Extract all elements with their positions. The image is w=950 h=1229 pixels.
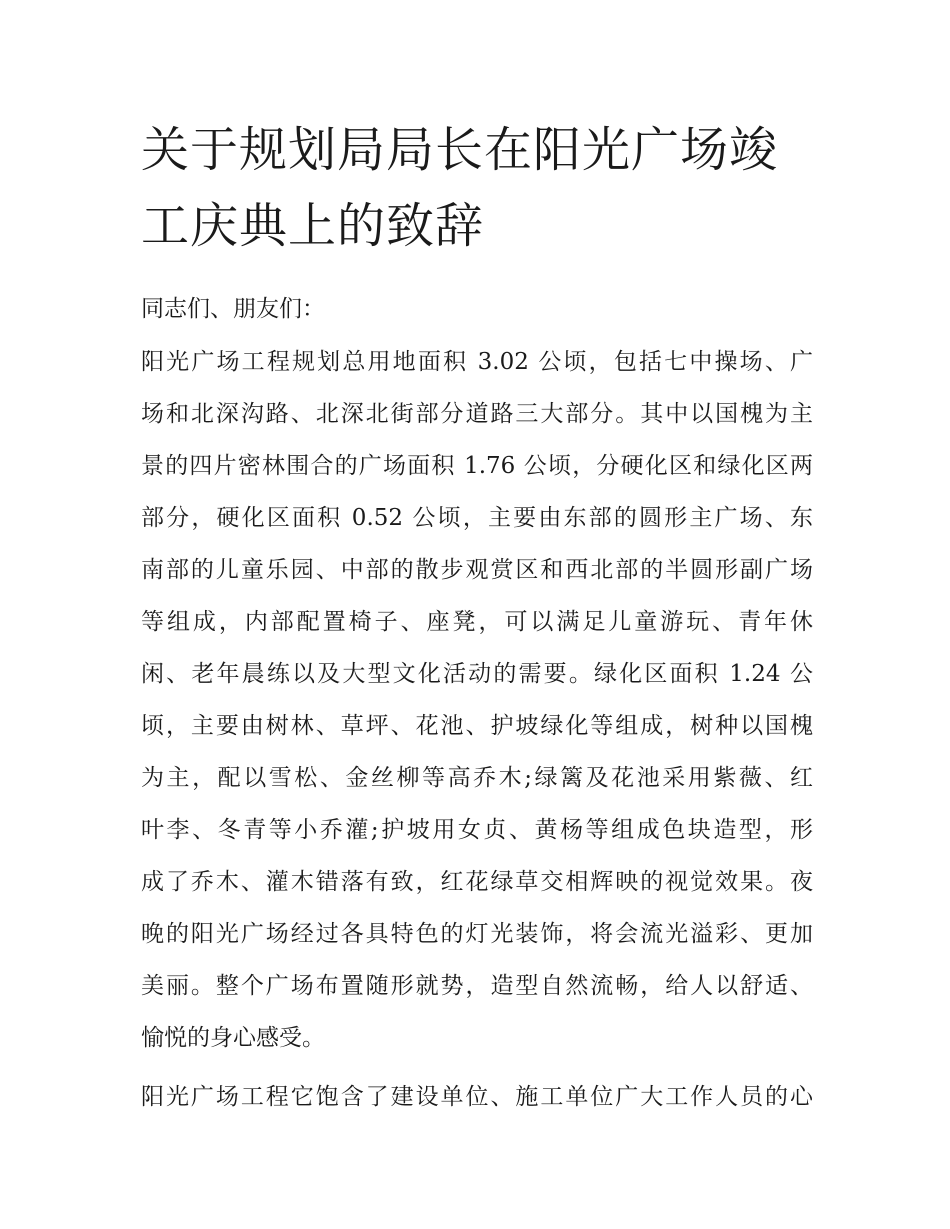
paragraph-line: 顷，主要由树林、草坪、花池、护坡绿化等组成，树种以国槐 <box>141 713 813 739</box>
paragraph-line: 等组成，内部配置椅子、座凳，可以满足儿童游玩、青年休 <box>141 609 813 635</box>
title-line: 工庆典上的致辞 <box>141 198 485 254</box>
paragraph-line: 美丽。整个广场布置随形就势，造型自然流畅，给人以舒适、 <box>141 973 813 999</box>
paragraph-line: 为主，配以雪松、金丝柳等高乔木;绿篱及花池采用紫薇、红 <box>141 765 813 791</box>
paragraph-line: 阳光广场工程规划总用地面积 3.02 公顷，包括七中操场、广 <box>141 349 813 375</box>
paragraph-line: 阳光广场工程它饱含了建设单位、施工单位广大工作人员的心 <box>141 1084 813 1110</box>
paragraph-line: 叶李、冬青等小乔灌;护坡用女贞、黄杨等组成色块造型，形 <box>141 817 813 843</box>
paragraph-line: 景的四片密林围合的广场面积 1.76 公顷，分硬化区和绿化区两 <box>141 453 813 479</box>
paragraph-line: 愉悦的身心感受。 <box>141 1025 325 1051</box>
title-line: 关于规划局局长在阳光广场竣 <box>141 122 779 178</box>
salutation: 同志们、朋友们： <box>141 296 325 322</box>
document-page <box>141 112 813 1123</box>
paragraph-line: 晚的阳光广场经过各具特色的灯光装饰，将会流光溢彩、更加 <box>141 921 813 947</box>
paragraph-line: 成了乔木、灌木错落有致，红花绿草交相辉映的视觉效果。夜 <box>141 869 813 895</box>
paragraph-line: 部分，硬化区面积 0.52 公顷，主要由东部的圆形主广场、东 <box>141 505 813 531</box>
paragraph-line: 南部的儿童乐园、中部的散步观赏区和西北部的半圆形副广场 <box>141 557 813 583</box>
paragraph-line: 闲、老年晨练以及大型文化活动的需要。绿化区面积 1.24 公 <box>141 661 813 687</box>
document-title <box>141 112 813 264</box>
paragraph-2 <box>141 1071 813 1123</box>
paragraph-line: 场和北深沟路、北深北街部分道路三大部分。其中以国槐为主 <box>141 401 813 427</box>
paragraph-1 <box>141 336 813 1064</box>
